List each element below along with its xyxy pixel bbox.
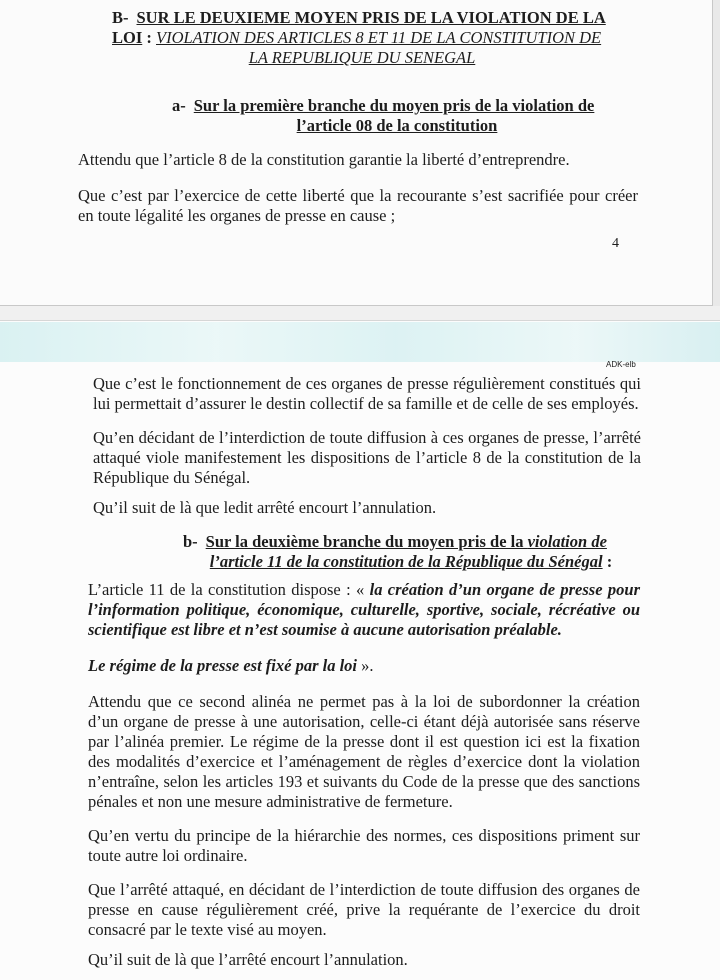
article-11-quote	[88, 580, 640, 640]
section-b-title-sep: :	[142, 28, 157, 47]
branch-a-title-line2: l’article 08 de la constitution	[296, 116, 498, 135]
scan-artifact-band	[0, 322, 720, 362]
section-b-title-loi: LOI	[112, 28, 143, 47]
branch-a-title-line1: Sur la première branche du moyen pris de la violation de	[193, 96, 595, 115]
article-11-quote-2	[88, 656, 640, 676]
branch-b-title-plain: Sur la deuxième branche du moyen pris de la	[205, 532, 528, 551]
section-b-title-part1: SUR LE DEUXIEME MOYEN PRIS DE LA VIOLATION DE LA	[136, 8, 606, 27]
paragraph-top-2: Que c’est par l’exercice de cette liberté que la recourante s’est sacrifiée pour créer en toute légalité les organes de presse en cause ;	[78, 186, 638, 225]
branch-b-heading-line2	[183, 552, 639, 572]
paragraph-bottom-2: Qu’en vertu du principe de la hiérarchie des normes, ces dispositions priment sur toute autre loi ordinaire.	[88, 826, 640, 865]
paragraph-mid-3: Qu’il suit de là que ledit arrêté encourt l’annulation.	[93, 498, 437, 517]
branch-b-letter: b-	[183, 532, 198, 551]
article-11-quote2-end: ».	[357, 656, 374, 675]
branch-b-title-line2: l’article 11 de la constitution de la République du Sénégal	[209, 552, 603, 571]
paragraph-bottom-4: Qu’il suit de là que l’arrêté encourt l’annulation.	[88, 950, 408, 969]
section-b-heading-line1	[112, 8, 632, 28]
paragraph-top-1: Attendu que l’article 8 de la constitution garantie la liberté d’entreprendre.	[78, 150, 570, 169]
paragraph-bottom-1: Attendu que ce second alinéa ne permet pas à la loi de subordonner la création d’un organe de presse à une autorisation, celle-ci étant déjà autorisée sans réserve par l’alinéa premier. Le régime de la presse dont il est question ici est la fixation des modalités d’exercice et l’aménagement de règles d’exercice dont la violation n’entraîne, selon les articles 193 et suivants du Code de la presse que des sanctions pénales et non une mesure administrative de fermeture.	[88, 692, 640, 811]
section-b-title-part3: LA REPUBLIQUE DU SENEGAL	[248, 48, 476, 67]
paragraph-mid-1: Que c’est le fonctionnement de ces organes de presse régulièrement constitués qui lui permettait d’assurer le destin collectif de sa famille et de celle de ses employés.	[93, 374, 641, 413]
section-b-heading-line2	[112, 28, 632, 48]
paragraph-bottom-3: Que l’arrêté attaqué, en décidant de l’interdiction de toute diffusion des organes de presse en cause régulièrement créé, prive la requérante de l’exercice du droit consacré par le texte visé au moyen.	[88, 880, 640, 939]
branch-a-letter: a-	[172, 96, 186, 115]
branch-b-heading-line1	[183, 532, 639, 552]
paragraph-mid-2: Qu’en décidant de l’interdiction de toute diffusion à ces organes de presse, l’arrêté attaqué viole manifestement les dispositions de l’article 8 de la constitution de la République du Sénégal.	[93, 428, 641, 487]
reference-code: ADK-elb	[606, 360, 636, 369]
article-11-intro: L’article 11 de la constitution dispose : «	[88, 580, 370, 599]
section-b-title-part2: VIOLATION DES ARTICLES 8 ET 11 DE LA CONSTITUTION DE	[156, 28, 602, 47]
branch-a-heading-line1	[172, 96, 622, 116]
page-gap	[0, 306, 720, 320]
page-number: 4	[612, 236, 619, 251]
section-b-label: B-	[112, 8, 129, 27]
branch-b-title-italic: violation de	[527, 532, 607, 551]
article-11-quote2-text: Le régime de la presse est fixé par la loi	[88, 656, 357, 675]
branch-b-title-end: :	[602, 552, 613, 571]
article-11-quote-text: la création d’un organe de presse pour l’information politique, économique, culturelle, sportive, sociale, récréative ou scientifique est libre et n’est soumise à aucune autorisation préalable.	[88, 580, 640, 639]
